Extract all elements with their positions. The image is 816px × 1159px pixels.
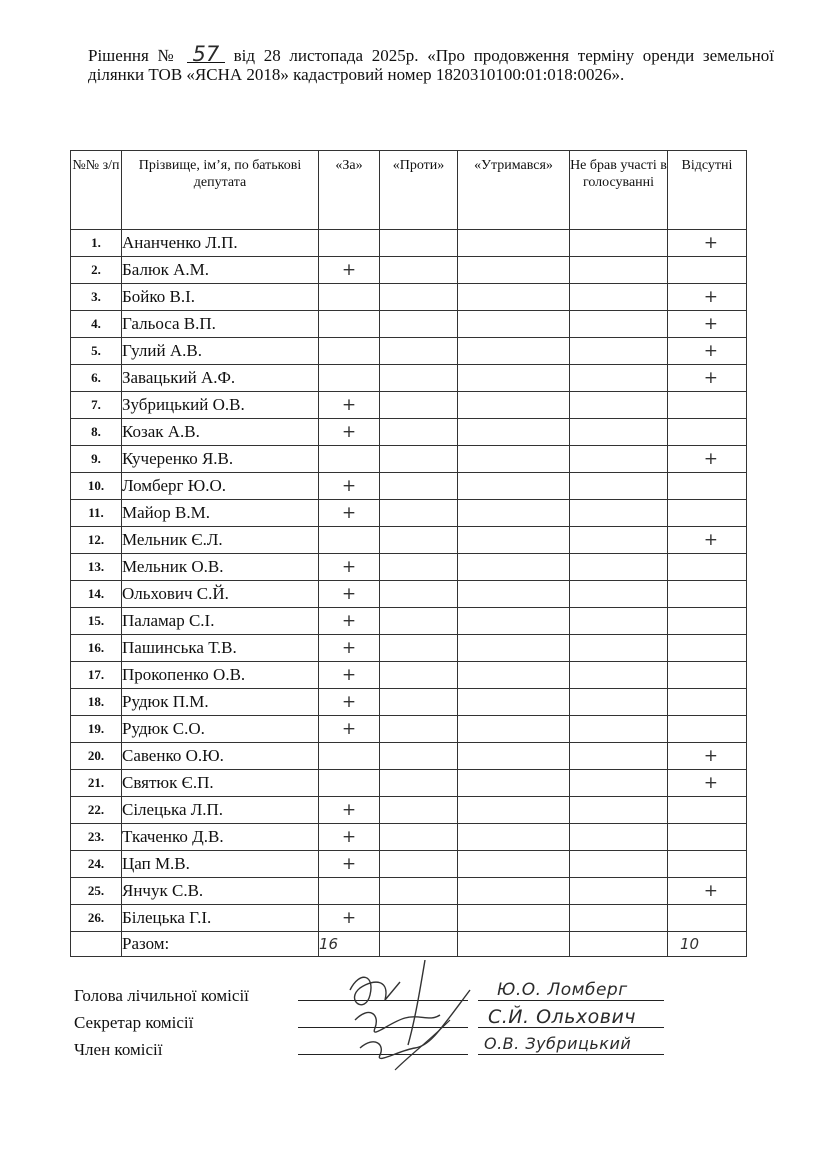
row-number: 24. [71, 851, 122, 878]
totals-row [71, 932, 747, 957]
absent-mark [668, 851, 747, 878]
row-number: 14. [71, 581, 122, 608]
table-row [71, 392, 747, 419]
deputy-name: Кучеренко Я.В. [122, 446, 319, 473]
absent-mark [668, 824, 747, 851]
vote-for-mark: + [319, 392, 380, 419]
deputy-name: Цап М.В. [122, 851, 319, 878]
vote-against-mark [380, 608, 458, 635]
vote-for-mark [319, 770, 380, 797]
vote-for-mark [319, 338, 380, 365]
deputy-name: Бойко В.І. [122, 284, 319, 311]
role-member: Член комісії [74, 1040, 163, 1059]
vote-against-mark [380, 419, 458, 446]
row-number: 9. [71, 446, 122, 473]
not-voted-mark [570, 473, 668, 500]
row-number: 16. [71, 635, 122, 662]
not-voted-mark [570, 905, 668, 932]
vote-abstained-mark [458, 230, 570, 257]
vote-abstained-mark [458, 770, 570, 797]
deputy-name: Ломберг Ю.О. [122, 473, 319, 500]
vote-against-mark [380, 311, 458, 338]
deputy-name: Янчук С.В. [122, 878, 319, 905]
row-number: 12. [71, 527, 122, 554]
table-header-row [71, 151, 747, 230]
vote-against-mark [380, 338, 458, 365]
vote-for-mark [319, 311, 380, 338]
vote-against-mark [380, 230, 458, 257]
row-number: 17. [71, 662, 122, 689]
vote-for-mark: + [319, 662, 380, 689]
vote-for-mark [319, 743, 380, 770]
vote-abstained-mark [458, 365, 570, 392]
vote-for-mark: + [319, 419, 380, 446]
deputy-name: Паламар С.І. [122, 608, 319, 635]
col-abstained: «Утримався» [458, 151, 570, 230]
row-number: 3. [71, 284, 122, 311]
totals-absent: 10 [668, 932, 747, 957]
not-voted-mark [570, 743, 668, 770]
not-voted-mark [570, 392, 668, 419]
table-row [71, 284, 747, 311]
absent-mark [668, 797, 747, 824]
not-voted-mark [570, 635, 668, 662]
vote-for-mark [319, 284, 380, 311]
deputy-name: Ольхович С.Й. [122, 581, 319, 608]
table-row [71, 878, 747, 905]
vote-for-mark: + [319, 608, 380, 635]
vote-against-mark [380, 824, 458, 851]
row-number: 21. [71, 770, 122, 797]
not-voted-mark [570, 311, 668, 338]
vote-abstained-mark [458, 554, 570, 581]
signature-name-secretary: С.Й. Ольхович [488, 1006, 637, 1028]
table-row [71, 446, 747, 473]
deputy-name: Балюк А.М. [122, 257, 319, 284]
row-number: 15. [71, 608, 122, 635]
col-number: №№ з/п [71, 151, 122, 230]
vote-abstained-mark [458, 878, 570, 905]
absent-mark: + [668, 365, 747, 392]
deputy-name: Білецька Г.І. [122, 905, 319, 932]
vote-abstained-mark [458, 689, 570, 716]
not-voted-mark [570, 851, 668, 878]
vote-against-mark [380, 446, 458, 473]
deputy-name: Козак А.В. [122, 419, 319, 446]
deputy-name: Майор В.М. [122, 500, 319, 527]
table-row [71, 797, 747, 824]
not-voted-mark [570, 770, 668, 797]
vote-for-mark: + [319, 689, 380, 716]
vote-abstained-mark [458, 635, 570, 662]
totals-against [380, 932, 458, 957]
not-voted-mark [570, 284, 668, 311]
vote-against-mark [380, 635, 458, 662]
vote-against-mark [380, 689, 458, 716]
vote-for-mark [319, 365, 380, 392]
vote-abstained-mark [458, 662, 570, 689]
not-voted-mark [570, 662, 668, 689]
signature-name-member: О.В. Зубрицький [484, 1034, 632, 1053]
not-voted-mark [570, 257, 668, 284]
not-voted-mark [570, 689, 668, 716]
decision-prefix: Рішення № [88, 46, 179, 65]
absent-mark [668, 500, 747, 527]
not-voted-mark [570, 824, 668, 851]
vote-against-mark [380, 365, 458, 392]
decision-heading [88, 42, 774, 84]
absent-mark [668, 689, 747, 716]
deputy-name: Рудюк С.О. [122, 716, 319, 743]
not-voted-mark [570, 797, 668, 824]
vote-for-mark: + [319, 797, 380, 824]
absent-mark [668, 716, 747, 743]
vote-for-mark: + [319, 635, 380, 662]
table-row [71, 608, 747, 635]
vote-against-mark [380, 662, 458, 689]
vote-for-mark: + [319, 581, 380, 608]
row-number: 1. [71, 230, 122, 257]
row-number: 13. [71, 554, 122, 581]
name-line-member [478, 1054, 664, 1055]
deputy-name: Святюк Є.П. [122, 770, 319, 797]
row-number: 19. [71, 716, 122, 743]
vote-abstained-mark [458, 392, 570, 419]
col-name: Прізвище, ім’я, по батькові депутата [122, 151, 319, 230]
not-voted-mark [570, 878, 668, 905]
absent-mark: + [668, 338, 747, 365]
totals-for: 16 [319, 932, 380, 957]
vote-for-mark: + [319, 716, 380, 743]
vote-against-mark [380, 581, 458, 608]
absent-mark [668, 581, 747, 608]
deputy-name: Завацький А.Ф. [122, 365, 319, 392]
not-voted-mark [570, 554, 668, 581]
vote-abstained-mark [458, 797, 570, 824]
vote-for-mark [319, 230, 380, 257]
row-number: 2. [71, 257, 122, 284]
absent-mark [668, 905, 747, 932]
table-row [71, 743, 747, 770]
row-number: 8. [71, 419, 122, 446]
vote-for-mark [319, 878, 380, 905]
table-row [71, 311, 747, 338]
vote-abstained-mark [458, 851, 570, 878]
deputy-name: Ткаченко Д.В. [122, 824, 319, 851]
role-secretary: Секретар комісії [74, 1013, 194, 1032]
not-voted-mark [570, 338, 668, 365]
table-row [71, 635, 747, 662]
table-row [71, 338, 747, 365]
absent-mark [668, 392, 747, 419]
signature-name-chair: Ю.О. Ломберг [497, 980, 628, 1000]
vote-for-mark: + [319, 473, 380, 500]
row-number: 25. [71, 878, 122, 905]
absent-mark: + [668, 230, 747, 257]
table-row [71, 500, 747, 527]
absent-mark: + [668, 878, 747, 905]
col-not-voted: Не брав участі в голосуванні [570, 151, 668, 230]
table-row [71, 257, 747, 284]
not-voted-mark [570, 365, 668, 392]
vote-for-mark: + [319, 824, 380, 851]
vote-abstained-mark [458, 473, 570, 500]
table-row [71, 824, 747, 851]
vote-abstained-mark [458, 716, 570, 743]
row-number: 20. [71, 743, 122, 770]
vote-abstained-mark [458, 257, 570, 284]
absent-mark [668, 608, 747, 635]
vote-against-mark [380, 851, 458, 878]
role-chair: Голова лічильної комісії [74, 986, 249, 1005]
deputy-name: Савенко О.Ю. [122, 743, 319, 770]
row-number: 7. [71, 392, 122, 419]
name-line-chair [478, 1000, 664, 1001]
table-row [71, 581, 747, 608]
deputy-name: Зубрицький О.В. [122, 392, 319, 419]
table-row [71, 365, 747, 392]
vote-for-mark: + [319, 851, 380, 878]
col-absent: Відсутні [668, 151, 747, 230]
vote-abstained-mark [458, 581, 570, 608]
vote-for-mark [319, 446, 380, 473]
absent-mark: + [668, 770, 747, 797]
not-voted-mark [570, 230, 668, 257]
totals-abstained [458, 932, 570, 957]
table-row [71, 473, 747, 500]
absent-mark: + [668, 311, 747, 338]
vote-for-mark: + [319, 905, 380, 932]
col-against: «Проти» [380, 151, 458, 230]
deputy-name: Мельник Є.Л. [122, 527, 319, 554]
absent-mark: + [668, 743, 747, 770]
row-number: 18. [71, 689, 122, 716]
vote-for-mark: + [319, 554, 380, 581]
voting-table [70, 150, 747, 957]
vote-against-mark [380, 554, 458, 581]
decision-title: від 28 листопада 2025р. «Про продовження терміну оренди земельної ділянки ТОВ «ЯСНА 2018» кадастровий номер 1820310100:01:018:0026». [88, 46, 774, 84]
totals-label: Разом: [122, 932, 319, 957]
deputy-name: Рудюк П.М. [122, 689, 319, 716]
absent-mark [668, 257, 747, 284]
table-row [71, 770, 747, 797]
deputy-name: Прокопенко О.В. [122, 662, 319, 689]
absent-mark [668, 635, 747, 662]
table-row [71, 662, 747, 689]
absent-mark [668, 473, 747, 500]
deputy-name: Гулий А.В. [122, 338, 319, 365]
vote-abstained-mark [458, 608, 570, 635]
vote-against-mark [380, 392, 458, 419]
table-row [71, 851, 747, 878]
vote-abstained-mark [458, 500, 570, 527]
vote-against-mark [380, 797, 458, 824]
totals-not-voted [570, 932, 668, 957]
deputy-name: Сілецька Л.П. [122, 797, 319, 824]
deputy-name: Гальоса В.П. [122, 311, 319, 338]
absent-mark [668, 662, 747, 689]
table-row [71, 554, 747, 581]
vote-abstained-mark [458, 311, 570, 338]
vote-against-mark [380, 770, 458, 797]
not-voted-mark [570, 581, 668, 608]
table-row [71, 689, 747, 716]
not-voted-mark [570, 446, 668, 473]
row-number: 4. [71, 311, 122, 338]
not-voted-mark [570, 716, 668, 743]
row-number: 10. [71, 473, 122, 500]
row-number: 23. [71, 824, 122, 851]
absent-mark: + [668, 527, 747, 554]
vote-against-mark [380, 473, 458, 500]
table-row [71, 716, 747, 743]
vote-against-mark [380, 878, 458, 905]
absent-mark [668, 554, 747, 581]
vote-against-mark [380, 527, 458, 554]
deputy-name: Пашинська Т.В. [122, 635, 319, 662]
absent-mark [668, 419, 747, 446]
table-row [71, 230, 747, 257]
absent-mark: + [668, 446, 747, 473]
vote-abstained-mark [458, 419, 570, 446]
vote-against-mark [380, 905, 458, 932]
absent-mark: + [668, 284, 747, 311]
vote-against-mark [380, 743, 458, 770]
vote-abstained-mark [458, 338, 570, 365]
vote-for-mark [319, 527, 380, 554]
row-number: 11. [71, 500, 122, 527]
row-number: 6. [71, 365, 122, 392]
row-number: 22. [71, 797, 122, 824]
deputy-name: Мельник О.В. [122, 554, 319, 581]
table-row [71, 905, 747, 932]
vote-against-mark [380, 716, 458, 743]
vote-abstained-mark [458, 446, 570, 473]
totals-blank [71, 932, 122, 957]
vote-abstained-mark [458, 743, 570, 770]
vote-against-mark [380, 257, 458, 284]
vote-abstained-mark [458, 905, 570, 932]
vote-abstained-mark [458, 284, 570, 311]
signature-roles [74, 982, 249, 1063]
not-voted-mark [570, 527, 668, 554]
handwritten-signatures-icon [330, 960, 480, 1080]
decision-number: 57 [187, 46, 225, 63]
not-voted-mark [570, 500, 668, 527]
vote-for-mark: + [319, 500, 380, 527]
not-voted-mark [570, 608, 668, 635]
table-row [71, 419, 747, 446]
vote-abstained-mark [458, 824, 570, 851]
vote-for-mark: + [319, 257, 380, 284]
vote-abstained-mark [458, 527, 570, 554]
vote-against-mark [380, 500, 458, 527]
row-number: 26. [71, 905, 122, 932]
row-number: 5. [71, 338, 122, 365]
vote-against-mark [380, 284, 458, 311]
col-for: «За» [319, 151, 380, 230]
table-row [71, 527, 747, 554]
not-voted-mark [570, 419, 668, 446]
deputy-name: Ананченко Л.П. [122, 230, 319, 257]
